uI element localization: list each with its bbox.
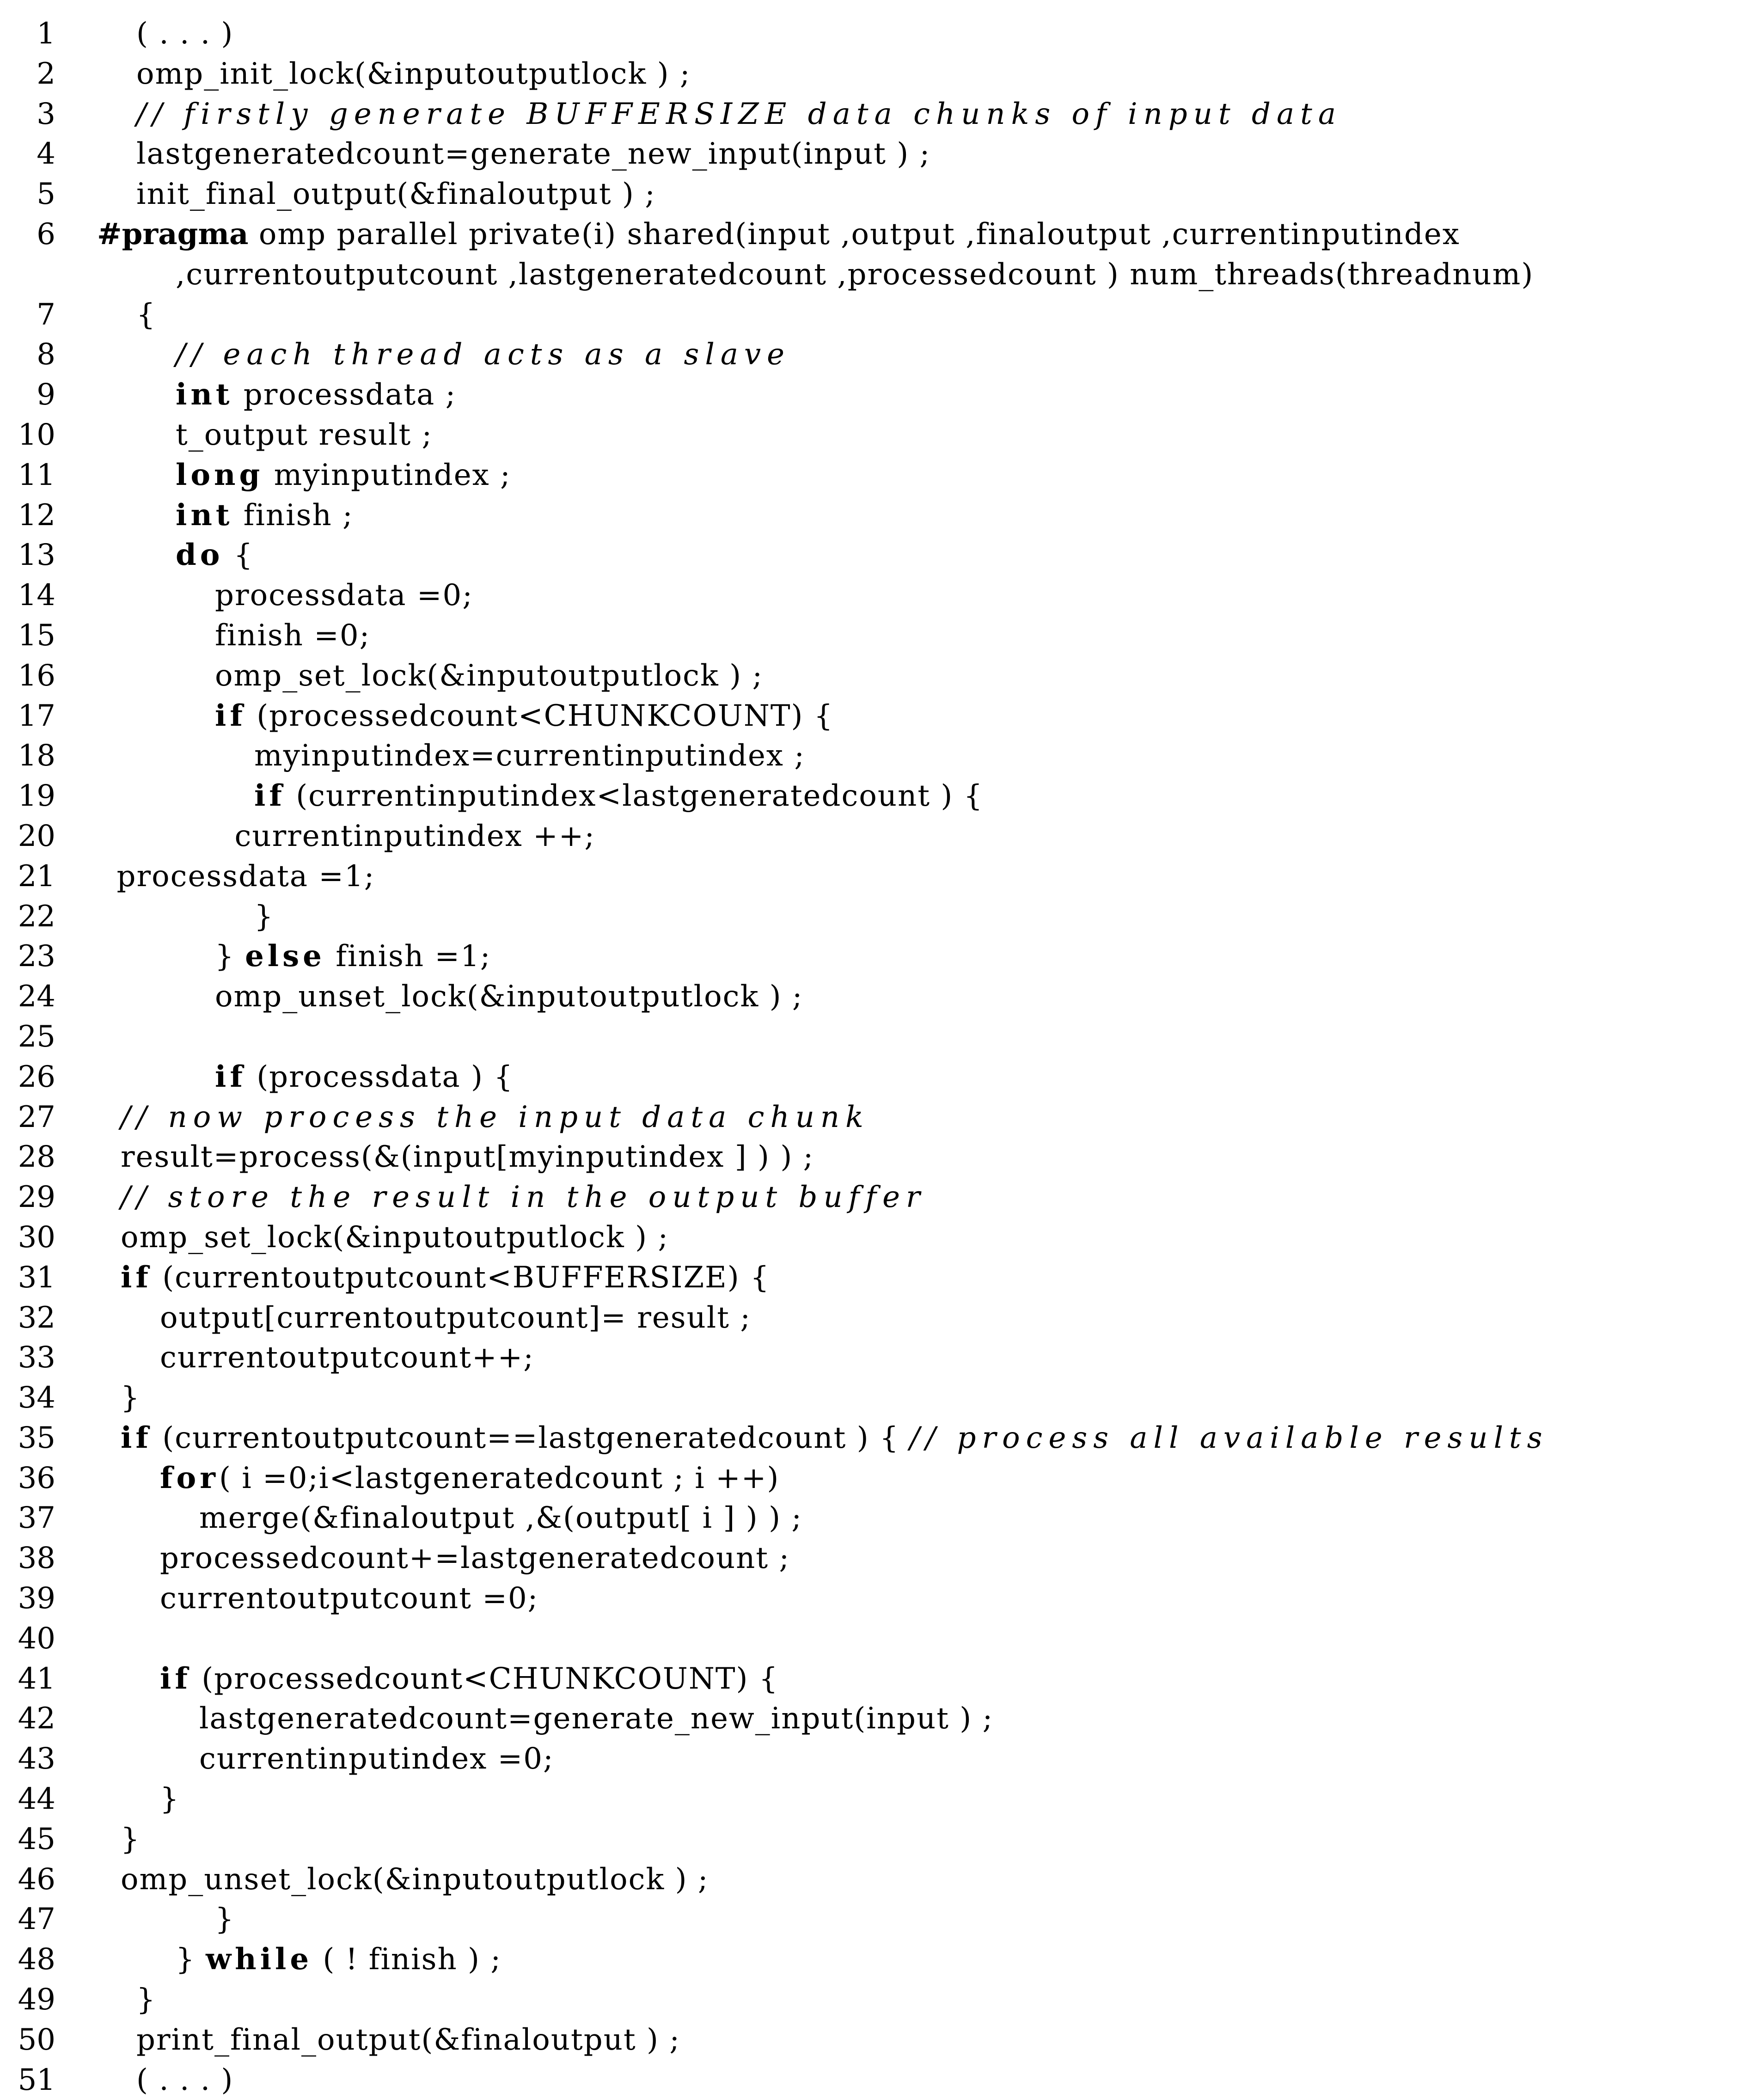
code-token: {: [223, 538, 254, 573]
keyword: if: [254, 778, 286, 814]
code-text: [176, 496, 354, 536]
code-text: [121, 1378, 141, 1418]
line-number: 46: [18, 1862, 55, 1897]
code-text: [199, 1739, 554, 1779]
line-number: 10: [18, 417, 55, 452]
code-line: [0, 2020, 1743, 2060]
code-line: [0, 616, 1743, 656]
code-token: }: [160, 1782, 180, 1817]
code-text: [176, 1940, 501, 1980]
line-number: 48: [18, 1942, 55, 1977]
code-line: [0, 937, 1743, 977]
line-number: 15: [18, 618, 55, 653]
code-token: omp_init_lock(&inputoutputlock ) ;: [136, 56, 691, 91]
line-number: 4: [37, 137, 55, 171]
code-token: processdata =1;: [116, 859, 375, 894]
code-line: [0, 857, 1743, 897]
keyword: long: [176, 457, 264, 492]
code-text: [121, 1177, 926, 1218]
code-token: output[currentoutputcount]= result ;: [160, 1300, 751, 1335]
line-number: 51: [18, 2063, 55, 2097]
line-number: 12: [18, 498, 55, 533]
code-line: [0, 1378, 1743, 1418]
code-line: [0, 1258, 1743, 1298]
keyword: if: [160, 1661, 191, 1696]
code-line: [0, 375, 1743, 415]
line-number: 28: [18, 1140, 55, 1175]
code-line: [0, 576, 1743, 616]
code-token: {: [136, 297, 156, 332]
code-text: [160, 1338, 534, 1378]
code-token: myinputindex ;: [263, 458, 511, 492]
code-line: [0, 1298, 1743, 1338]
code-text: [199, 1498, 802, 1538]
line-number: 27: [18, 1100, 55, 1134]
code-text: [136, 54, 691, 94]
code-text: [254, 897, 274, 937]
code-text: [160, 1579, 538, 1619]
line-number: 50: [18, 2022, 55, 2057]
code-line: [0, 174, 1743, 214]
code-text: [235, 816, 595, 857]
code-line: [0, 1739, 1743, 1779]
code-line: [0, 54, 1743, 94]
line-number: 37: [18, 1501, 55, 1536]
line-number: 42: [18, 1702, 55, 1736]
code-token: print_final_output(&finaloutput ) ;: [136, 2022, 680, 2057]
code-text: [176, 455, 511, 496]
code-token: currentinputindex ++;: [234, 819, 595, 853]
code-line: [0, 1819, 1743, 1860]
code-text: [136, 94, 1342, 135]
line-number: 20: [18, 819, 55, 853]
keyword: if: [215, 1059, 246, 1094]
code-text: [121, 1258, 770, 1298]
line-number: 41: [18, 1661, 55, 1696]
code-text: [199, 1699, 993, 1739]
line-number: 31: [18, 1260, 55, 1295]
code-line: [0, 1338, 1743, 1378]
code-token: t_output result ;: [176, 417, 433, 452]
code-line: [0, 535, 1743, 576]
line-number: 45: [18, 1822, 55, 1856]
code-token: myinputindex=currentinputindex ;: [254, 739, 805, 773]
comment: // firstly generate BUFFERSIZE data chunks of input data: [136, 97, 1342, 131]
code-line: [0, 1779, 1743, 1819]
line-number: 11: [18, 458, 55, 492]
code-line: [0, 1538, 1743, 1579]
code-line: [0, 1940, 1743, 1980]
code-token: (processdata ) {: [246, 1059, 514, 1094]
code-token: (currentinputindex<lastgeneratedcount ) {: [285, 779, 984, 814]
code-token: finish =0;: [215, 618, 371, 653]
line-number: 24: [18, 980, 55, 1014]
keyword: int: [176, 497, 233, 533]
code-token: currentoutputcount++;: [160, 1341, 534, 1375]
code-line: [0, 736, 1743, 776]
code-text: [121, 1819, 141, 1860]
code-text: [121, 1137, 814, 1177]
code-text: [121, 1097, 869, 1138]
keyword: else: [245, 939, 325, 974]
code-text: [121, 1418, 1548, 1458]
code-line: [0, 1097, 1743, 1138]
code-token: ( . . . ): [136, 2063, 234, 2097]
code-token: finish =1;: [325, 939, 491, 974]
code-text: [215, 616, 370, 656]
code-token: omp_unset_lock(&inputoutputlock ) ;: [215, 980, 803, 1014]
line-number: 32: [18, 1300, 55, 1335]
code-text: [215, 1899, 235, 1940]
code-line: [0, 134, 1743, 174]
code-line: [0, 1137, 1743, 1177]
code-line: [0, 2060, 1743, 2100]
line-number: 9: [37, 378, 55, 412]
code-token: processdata ;: [233, 378, 457, 412]
code-line: [0, 1619, 1743, 1659]
code-line: [0, 776, 1743, 816]
code-text: [160, 1659, 779, 1699]
code-token: processdata =0;: [215, 578, 473, 613]
code-token: }: [121, 1822, 141, 1856]
line-number: 16: [18, 658, 55, 693]
code-text: [160, 1298, 751, 1338]
code-text: [136, 2020, 680, 2060]
line-number: 40: [18, 1621, 55, 1656]
code-token: omp_unset_lock(&inputoutputlock ) ;: [121, 1862, 709, 1897]
code-line: [0, 14, 1743, 54]
line-number: 8: [37, 337, 55, 372]
code-token: omp_set_lock(&inputoutputlock ) ;: [121, 1220, 669, 1255]
code-token: result=process(&(input[myinputindex ] ) ) ;: [121, 1140, 814, 1175]
code-text: [136, 14, 233, 54]
code-token: (processedcount<CHUNKCOUNT) {: [191, 1661, 779, 1696]
line-number: 21: [18, 859, 55, 894]
code-text: [136, 134, 930, 174]
code-text: [215, 977, 803, 1017]
code-line: [0, 455, 1743, 496]
comment: // each thread acts as a slave: [176, 337, 791, 372]
code-line: [0, 94, 1743, 135]
keyword: if: [121, 1260, 152, 1295]
line-number: 34: [18, 1381, 55, 1415]
code-line: [0, 1899, 1743, 1940]
code-text: [117, 857, 375, 897]
code-token: ( i =0;i<lastgeneratedcount ; i ++): [219, 1461, 780, 1495]
line-number: 17: [18, 698, 55, 733]
code-token: omp_set_lock(&inputoutputlock ) ;: [215, 658, 763, 693]
code-text: [136, 174, 656, 214]
code-continuation: ,currentoutputcount ,lastgeneratedcount ,processedcount ) num_threads(threadnum): [176, 257, 1534, 292]
keyword: if: [215, 698, 246, 733]
code-token: merge(&finaloutput ,&(output[ i ] ) ) ;: [199, 1501, 802, 1536]
code-token: init_final_output(&finaloutput ) ;: [136, 177, 656, 212]
keyword: do: [176, 538, 224, 573]
code-text: [176, 535, 254, 576]
code-line: [0, 1177, 1743, 1218]
line-number: 14: [18, 578, 55, 613]
line-number: 26: [18, 1059, 55, 1094]
code-line: [0, 656, 1743, 696]
line-number: 2: [37, 56, 55, 91]
code-listing: [0, 14, 1743, 2100]
keyword: while: [206, 1942, 313, 1977]
code-line: [0, 816, 1743, 857]
code-token: }: [176, 1942, 206, 1977]
line-number: 43: [18, 1742, 55, 1776]
code-text: [215, 1057, 514, 1097]
line-number: 49: [18, 1983, 55, 2017]
code-line: [0, 1699, 1743, 1739]
code-token: (processedcount<CHUNKCOUNT) {: [246, 698, 834, 733]
comment: // store the result in the output buffer: [121, 1180, 926, 1215]
code-token: lastgeneratedcount=generate_new_input(input ) ;: [136, 137, 931, 171]
code-text: [97, 214, 1534, 295]
code-line: [0, 1458, 1743, 1499]
pragma-directive: #pragma: [97, 216, 249, 251]
line-number: 13: [18, 538, 55, 573]
code-text: [160, 1538, 790, 1579]
code-line: [0, 335, 1743, 375]
code-line: [0, 214, 1743, 295]
comment: // now process the input data chunk: [121, 1100, 869, 1134]
comment: // process all available results: [910, 1420, 1548, 1455]
line-number: 35: [18, 1420, 55, 1455]
code-token: currentinputindex =0;: [199, 1742, 554, 1776]
code-text: [254, 776, 983, 816]
code-token: lastgeneratedcount=generate_new_input(input ) ;: [199, 1702, 994, 1736]
code-line: [0, 1498, 1743, 1538]
line-number: 22: [18, 899, 55, 934]
code-line: [0, 496, 1743, 536]
code-text: [176, 375, 456, 415]
code-text: [136, 295, 156, 335]
code-line: [0, 1860, 1743, 1900]
keyword: for: [160, 1460, 219, 1495]
keyword: int: [176, 377, 233, 412]
code-line: [0, 1980, 1743, 2020]
code-token: ( ! finish ) ;: [312, 1942, 501, 1977]
code-token: currentoutputcount =0;: [160, 1581, 539, 1616]
code-text: [215, 937, 491, 977]
keyword: if: [121, 1420, 152, 1455]
code-text: [215, 696, 834, 736]
line-number: 19: [18, 779, 55, 814]
line-number: 5: [37, 177, 55, 212]
line-number: 36: [18, 1461, 55, 1495]
code-line: [0, 1418, 1743, 1458]
code-token: }: [136, 1983, 156, 2017]
line-number: 25: [18, 1019, 55, 1054]
code-text: [176, 415, 433, 455]
code-line: [0, 1659, 1743, 1699]
code-token: }: [215, 939, 245, 974]
code-line: [0, 295, 1743, 335]
code-text: [254, 736, 805, 776]
line-number: 39: [18, 1581, 55, 1616]
code-text: [160, 1458, 779, 1499]
line-number: 18: [18, 739, 55, 773]
line-number: 23: [18, 939, 55, 974]
code-line: [0, 415, 1743, 455]
line-number: 3: [37, 97, 55, 131]
code-token: omp parallel private(i) shared(input ,output ,finaloutput ,currentinputindex: [248, 217, 1460, 251]
line-number: 33: [18, 1341, 55, 1375]
code-token: }: [254, 899, 274, 934]
line-number: 29: [18, 1180, 55, 1215]
code-text: [215, 656, 763, 696]
code-token: }: [215, 1902, 235, 1937]
code-token: processedcount+=lastgeneratedcount ;: [160, 1541, 790, 1576]
line-number: 30: [18, 1220, 55, 1255]
code-line: [0, 977, 1743, 1017]
code-text: [215, 576, 473, 616]
line-number: 47: [18, 1902, 55, 1937]
line-number: 6: [37, 217, 55, 251]
line-number: 1: [37, 17, 55, 51]
code-line: [0, 1017, 1743, 1057]
code-line: [0, 696, 1743, 736]
code-token: finish ;: [233, 498, 354, 533]
code-text: [121, 1860, 709, 1900]
code-text: [136, 2060, 233, 2100]
code-text: [136, 1980, 156, 2020]
code-line: [0, 1218, 1743, 1258]
line-number: 44: [18, 1782, 55, 1817]
code-text: [121, 1218, 669, 1258]
code-token: ( . . . ): [136, 17, 234, 51]
code-text: [176, 335, 790, 375]
code-token: (currentoutputcount==lastgeneratedcount ) {: [152, 1420, 910, 1455]
line-number: 7: [37, 297, 55, 332]
code-token: }: [121, 1381, 141, 1415]
line-number: 38: [18, 1541, 55, 1576]
code-text: [160, 1779, 180, 1819]
code-line: [0, 1057, 1743, 1097]
code-token: (currentoutputcount<BUFFERSIZE) {: [152, 1260, 770, 1295]
code-line: [0, 897, 1743, 937]
code-line: [0, 1579, 1743, 1619]
